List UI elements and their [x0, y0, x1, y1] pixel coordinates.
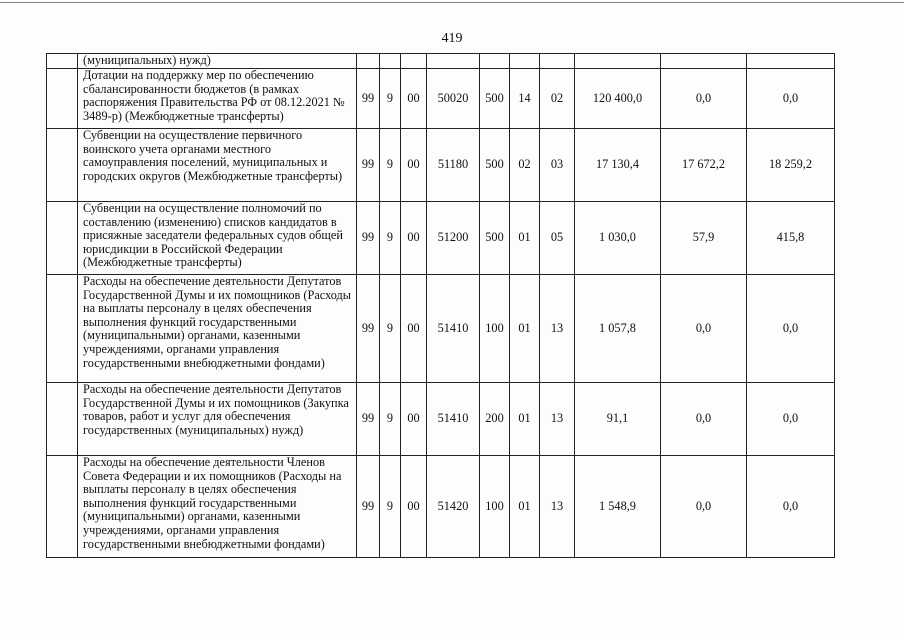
- expense-description: Расходы на обеспечение деятельности Депутатов Государственной Думы и их помощников (Закупка товаров, работ и услуг для обеспечения государственных (муниципальных) нужд): [78, 383, 357, 456]
- expense-description: (муниципальных) нужд): [78, 54, 357, 69]
- code-direction: 51410: [427, 275, 480, 383]
- code-direction: [427, 54, 480, 69]
- code-section: 02: [510, 129, 540, 202]
- code-expense-type: 500: [480, 69, 510, 129]
- code-subprogram: 9: [380, 202, 401, 275]
- code-expense-type: 100: [480, 275, 510, 383]
- code-expense-type: 100: [480, 456, 510, 558]
- code-section: 01: [510, 202, 540, 275]
- table-row: [47, 69, 835, 129]
- code-program: 99: [357, 202, 380, 275]
- table-row: [47, 129, 835, 202]
- amount-year-1: [575, 54, 661, 69]
- code-subprogram: 9: [380, 129, 401, 202]
- budget-table: [46, 53, 835, 558]
- code-subsection: 13: [540, 383, 575, 456]
- code-section: 01: [510, 275, 540, 383]
- amount-year-3: [747, 54, 835, 69]
- row-number-cell: [47, 54, 78, 69]
- code-subsection: 02: [540, 69, 575, 129]
- code-direction: 51420: [427, 456, 480, 558]
- row-number-cell: [47, 202, 78, 275]
- scan-top-edge: [0, 2, 904, 3]
- expense-description: Субвенции на осуществление первичного воинского учета органами местного самоуправления поселений, муниципальных и городских округов (Межбюджетные трансферты): [78, 129, 357, 202]
- code-expense-type: 200: [480, 383, 510, 456]
- code-subsection: 03: [540, 129, 575, 202]
- amount-year-2: 0,0: [661, 456, 747, 558]
- code-section: 01: [510, 456, 540, 558]
- code-expense-type: 500: [480, 202, 510, 275]
- table-row: [47, 202, 835, 275]
- row-number-cell: [47, 456, 78, 558]
- row-number-cell: [47, 275, 78, 383]
- row-number-cell: [47, 69, 78, 129]
- table-row: [47, 383, 835, 456]
- table-row: [47, 54, 835, 69]
- code-subsection: 13: [540, 456, 575, 558]
- table-row: [47, 456, 835, 558]
- code-subprogram: 9: [380, 69, 401, 129]
- row-number-cell: [47, 129, 78, 202]
- code-expense-type: 500: [480, 129, 510, 202]
- amount-year-2: [661, 54, 747, 69]
- code-group: 00: [401, 69, 427, 129]
- amount-year-2: 0,0: [661, 69, 747, 129]
- expense-description: Расходы на обеспечение деятельности Депутатов Государственной Думы и их помощников (Расходы на выплаты персоналу в целях обеспечения выполнения функций государственными (муниципальными) органами, казенными учреждениями, органами управления государственными внебюджетными фондами): [78, 275, 357, 383]
- page-number: 419: [441, 31, 463, 46]
- table-row: [47, 275, 835, 383]
- amount-year-2: 17 672,2: [661, 129, 747, 202]
- code-direction: 51410: [427, 383, 480, 456]
- code-program: [357, 54, 380, 69]
- amount-year-2: 0,0: [661, 275, 747, 383]
- code-group: 00: [401, 202, 427, 275]
- code-subsection: [540, 54, 575, 69]
- amount-year-3: 0,0: [747, 69, 835, 129]
- code-group: 00: [401, 383, 427, 456]
- code-program: 99: [357, 275, 380, 383]
- expense-description: Субвенции на осуществление полномочий по составлению (изменению) списков кандидатов в присяжные заседатели федеральных судов общей юрисдикции в Российской Федерации (Межбюджетные трансферты): [78, 202, 357, 275]
- code-section: [510, 54, 540, 69]
- expense-description: Расходы на обеспечение деятельности Членов Совета Федерации и их помощников (Расходы на выплаты персоналу в целях обеспечения выполнения функций государственными (муниципальными) органами, казенными учреждениями, органами управления государственными внебюджетными фондами): [78, 456, 357, 558]
- code-subsection: 05: [540, 202, 575, 275]
- code-section: 14: [510, 69, 540, 129]
- amount-year-3: 415,8: [747, 202, 835, 275]
- amount-year-1: 1 057,8: [575, 275, 661, 383]
- code-program: 99: [357, 129, 380, 202]
- code-program: 99: [357, 69, 380, 129]
- amount-year-1: 1 030,0: [575, 202, 661, 275]
- amount-year-3: 0,0: [747, 456, 835, 558]
- amount-year-3: 0,0: [747, 383, 835, 456]
- code-section: 01: [510, 383, 540, 456]
- amount-year-1: 1 548,9: [575, 456, 661, 558]
- code-subsection: 13: [540, 275, 575, 383]
- code-expense-type: [480, 54, 510, 69]
- code-direction: 51180: [427, 129, 480, 202]
- code-subprogram: 9: [380, 383, 401, 456]
- amount-year-2: 0,0: [661, 383, 747, 456]
- amount-year-1: 91,1: [575, 383, 661, 456]
- code-group: 00: [401, 129, 427, 202]
- code-subprogram: 9: [380, 275, 401, 383]
- row-number-cell: [47, 383, 78, 456]
- code-direction: 50020: [427, 69, 480, 129]
- amount-year-1: 17 130,4: [575, 129, 661, 202]
- code-group: 00: [401, 275, 427, 383]
- code-direction: 51200: [427, 202, 480, 275]
- amount-year-3: 0,0: [747, 275, 835, 383]
- code-subprogram: 9: [380, 456, 401, 558]
- amount-year-3: 18 259,2: [747, 129, 835, 202]
- expense-description: Дотации на поддержку мер по обеспечению сбалансированности бюджетов (в рамках распоряжения Правительства РФ от 08.12.2021 № 3489-р) (Межбюджетные трансферты): [78, 69, 357, 129]
- code-subprogram: [380, 54, 401, 69]
- code-program: 99: [357, 456, 380, 558]
- code-group: 00: [401, 456, 427, 558]
- amount-year-1: 120 400,0: [575, 69, 661, 129]
- amount-year-2: 57,9: [661, 202, 747, 275]
- code-group: [401, 54, 427, 69]
- code-program: 99: [357, 383, 380, 456]
